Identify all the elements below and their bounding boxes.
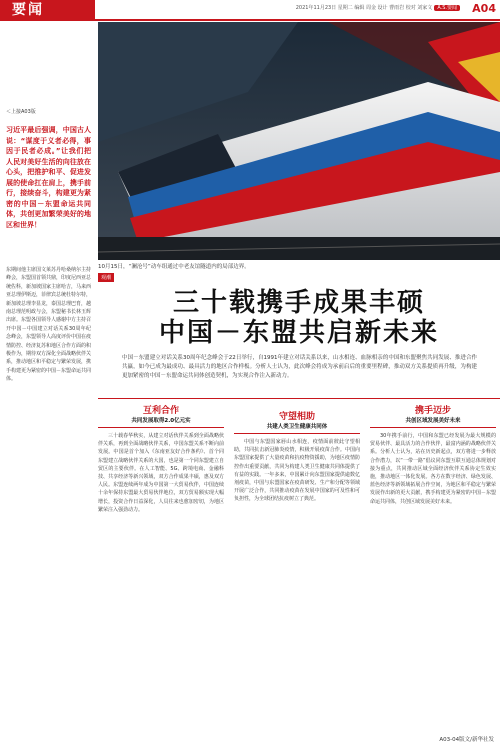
continuation-marker: ＜上接A03版 (6, 109, 36, 115)
deck-cooperation: 共同发展取得2.0亿元实 (98, 417, 224, 428)
subhead-future: 携手迈步 (414, 406, 451, 416)
headline-line2: 中国－东盟共启新未来 (158, 318, 439, 348)
kicker-tag: 观潮 (98, 273, 114, 282)
column-solidarity (234, 405, 360, 506)
body-cooperation: 三十载春华秋实，从建立对话伙伴关系到全面战略伙伴关系，再到全面战略伙伴关系，中国东盟关系不断向前发展。中国是首个加入《东南亚友好合作条约》、首个同东盟建立战略伙伴关系的大国，也是第一个同东盟建立自贸区的主要伙伴。在人工智能、5G、跨境电商、金融科技、共享经济等新兴领域，双方合作成果丰硕，惠及双方人民。东盟连续两年成为中国第一大贸易伙伴，中国连续十余年保持东盟最大贸易伙伴地位，双方贸易额实现大幅增长，投资合作日益深化，人员往来也愈加密切，为地区繁荣注入强劲动力。 (98, 433, 224, 513)
page-number: A04 (472, 2, 496, 15)
masthead-rule (0, 19, 500, 21)
left-body-text: 东期间他主席国文莱苏丹哈桑纳尔主持峰会，东盟国首领共鼎，印度尼西亚总统佐科，新加坡国家主席哈吉，马来西亚总理伊斯迈，菲律宾总统杜特尔特，新加坡总理李显龙，泰国总理巴育，越南总理范明政与会，东盟秘书长林玉辉出席。东盟各国领导人感谢中方主持召开中国－中国建立对话关系30周年纪念峰会，东盟领导人高度评价中国在疫情防控、经济复苏和地区合作方面的积极作为，期待双方深化全面战略伙伴关系，推动地区和平稳定与繁荣发展，携手构建更为紧密的中国－东盟命运共同体。 (6, 267, 92, 383)
deck-future: 共创区域发展美好未来 (370, 417, 496, 428)
headline-line1: 三十载携手成果丰硕 (172, 288, 425, 318)
section-pill: A.S.要闻 (434, 5, 460, 11)
pull-quote: 习近平最后强调，中国古人说：“谋度于义者必得，事因于民者必成。”让我们把人民对美好生活的向往放在心头，把推护和平、促进发展的使命扛在肩上，携手前行，接续奋斗，构建更为紧密的中国－东盟命运共同体，共创更加繁荣美好的地区和世界！ (6, 126, 91, 229)
page-info (296, 4, 462, 11)
body-future: 30年携手前行，中国和东盟已经发展为最大规模的贸易伙伴、最具活力的合作伙伴，最富内涵的战略伙伴关系。分析人士认为，站在历史新起点，双方将进一步释放合作潜力，以“一带一路”倡议同东盟互联互通总体规划对接为重点，共同推动区域全面经济伙伴关系协定生效实施，推动地区一体化发展。各方在数字经济、绿色发展、蓝色经济等新领域拓展合作空间，为地区和平稳定与繁荣发展作出新的更大贡献，携手构建更为紧密的中国－东盟命运共同体，共创区域发展美好未来。 (370, 433, 496, 505)
page-info-text: 2021年11月23日 星期二 编辑 周金 设计 曹雨岩 校对 刘家文 (295, 5, 433, 11)
section-divider (98, 398, 500, 399)
train-photo (98, 22, 500, 260)
page-credit: A03-04版文/新华社发 (439, 737, 494, 743)
photo-caption: 10月15日，“澜沧号”动车组通过中老友谊隧道内的局部边界。 (98, 264, 250, 270)
subhead-cooperation: 互利合作 (142, 406, 179, 416)
subhead-solidarity: 守望相助 (278, 412, 315, 422)
section-tab: 要闻 (0, 0, 95, 20)
body-solidarity: 中国与东盟国家唇山水相连，疫情面前彼此守望相助，共同抗击新冠肺炎疫情，积极开展疫苗合作。中国向东盟国家提供了大量疫苗和抗疫物资援助，为地区疫情防控作出重要贡献，共同为构建人类卫生健康共同体提供了有益的实践。一年多来，中国累计向东盟国家提供逾数亿剂疫苗，中国与东盟国家在疫苗研发、生产和分配等领域开展广泛合作，共同推动疫苗在发展中国家的可及性和可负担性，为全球团结抗疫树立了典范。 (234, 439, 360, 503)
column-future (370, 405, 496, 508)
article-summary: 中国－东盟建立对话关系30周年纪念峰会于22日举行，自1991年建立对话关系以来，山水相连、血脉相亲的中国和东盟聚焦共同发展、推进合作共赢，如今已成为最成功、最具活力的地区合作样板。分析人士认为，此次峰会将成为承前启后的重要里程碑，推动双方关系提质再升级，为构建更加紧密的中国－东盟命运共同体创造契机，为实现合作注入新动力。 (122, 355, 477, 379)
column-cooperation (98, 405, 224, 516)
left-column (6, 108, 91, 230)
deck-solidarity: 共建人类卫生健康共同体 (234, 423, 360, 434)
train-illustration (98, 22, 500, 260)
masthead (0, 0, 500, 20)
